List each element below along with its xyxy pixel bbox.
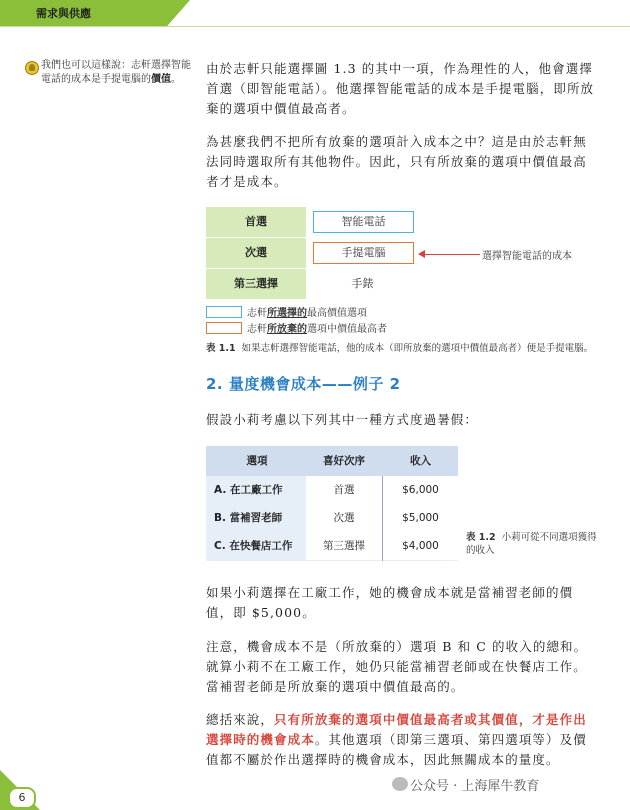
table2-cell: $4,000 xyxy=(383,532,458,560)
table2-cell: 次選 xyxy=(306,504,382,532)
paragraph-5: 注意，機會成本不是（所放棄的）選項 B 和 C 的收入的總和。就算小莉不在工廠工作，她仍只能當補習老師或在快餐店工作。當補習老師是所放棄的選項中價值最高的。 xyxy=(206,639,588,694)
margin-note-bold: 價值 xyxy=(151,74,171,85)
table2-cell: 第三選擇 xyxy=(306,532,382,560)
header-divider xyxy=(0,26,630,27)
table1-row-label: 首選 xyxy=(245,215,267,228)
table1-row-label: 第三選擇 xyxy=(234,277,278,290)
table2-caption xyxy=(466,531,606,557)
table1-row-value-forgone: 手提電腦 xyxy=(313,242,414,264)
legend-post: 選項中價值最高者 xyxy=(307,324,387,335)
legend-pre: 志軒 xyxy=(247,324,267,335)
table2-cell: A. 在工廠工作 xyxy=(214,484,283,496)
table-1-1 xyxy=(206,207,422,299)
paragraph-6-start: 總括來說， xyxy=(206,712,275,727)
paragraph-3: 假設小莉考慮以下列其中一種方式度過暑假： xyxy=(206,412,479,427)
chapter-title: 需求與供應 xyxy=(36,7,91,20)
legend-em: 所放棄的 xyxy=(267,324,307,335)
legend-chosen xyxy=(247,304,367,319)
legend-swatch-forgone xyxy=(206,322,242,334)
caption-number: 表 1.1 xyxy=(206,343,236,354)
caption-text: 如果志軒選擇智能電話，他的成本（即所放棄的選項中價值最高者）便是手提電腦。 xyxy=(241,343,594,354)
chapter-header-band xyxy=(0,0,190,26)
paragraph-6-end: 。其他選項（即第三選項、第四選項等）及價值都不屬於作出選擇時的機會成本，因此無關成本的量度。 xyxy=(206,732,587,767)
table2-cell: C. 在快餐店工作 xyxy=(214,540,293,552)
paragraph-6-highlight: 只有所放棄的選項中價值最高者或其價值，才是作出選擇時的機會成本 xyxy=(206,712,587,747)
legend-forgone xyxy=(247,320,387,335)
note-bell-icon xyxy=(25,61,39,75)
page-number: 6 xyxy=(8,787,36,809)
legend-post: 最高價值選項 xyxy=(307,308,367,319)
table2-header: 收入 xyxy=(410,455,431,467)
legend-em: 所選擇的 xyxy=(267,308,307,319)
paragraph-4: 如果小莉選擇在工廠工作，她的機會成本就是當補習老師的價值，即 $5,000。 xyxy=(206,585,574,620)
table1-row-label: 次選 xyxy=(245,246,267,259)
wechat-icon xyxy=(392,777,408,791)
table1-row-value: 手錶 xyxy=(313,274,412,294)
section-heading: 2. 量度機會成本——例子 2 xyxy=(206,375,401,393)
watermark: 公众号 · 上海犀牛教育 xyxy=(410,779,540,794)
table2-header: 選項 xyxy=(246,455,268,467)
table2-cell: 首選 xyxy=(306,476,382,504)
table-1-2 xyxy=(206,446,458,561)
table1-row-value-chosen: 智能電話 xyxy=(313,211,414,233)
table1-caption xyxy=(206,342,621,355)
caption-text: 小莉可從不同選項獲得的收入 xyxy=(466,532,597,556)
cost-arrow-icon xyxy=(420,254,480,255)
paragraph-1: 由於志軒只能選擇圖 1.3 的其中一項，作為理性的人，他會選擇首選（即智能電話）。他選擇智能電話的成本是手提電腦，即所放棄的選項中價值最高者。 xyxy=(206,61,595,116)
margin-note xyxy=(41,59,191,87)
margin-note-end: 。 xyxy=(171,74,181,85)
table2-cell: $5,000 xyxy=(383,504,458,532)
legend-pre: 志軒 xyxy=(247,308,267,319)
caption-number: 表 1.2 xyxy=(466,532,496,543)
table2-divider xyxy=(382,476,383,561)
paragraph-2: 為甚麼我們不把所有放棄的選項計入成本之中？這是由於志軒無法同時選取所有其他物件。因此，只有所放棄的選項中價值最高者才是成本。 xyxy=(206,134,587,189)
table2-cell: B. 當補習老師 xyxy=(214,512,283,524)
table2-header: 喜好次序 xyxy=(323,455,365,467)
paragraph-6 xyxy=(206,710,596,770)
table2-cell: $6,000 xyxy=(383,476,458,504)
legend-swatch-chosen xyxy=(206,306,242,318)
margin-note-text: 我們也可以這樣說：志軒選擇智能電話的成本是手提電腦的 xyxy=(41,60,191,85)
arrow-annotation: 選擇智能電話的成本 xyxy=(482,251,572,262)
